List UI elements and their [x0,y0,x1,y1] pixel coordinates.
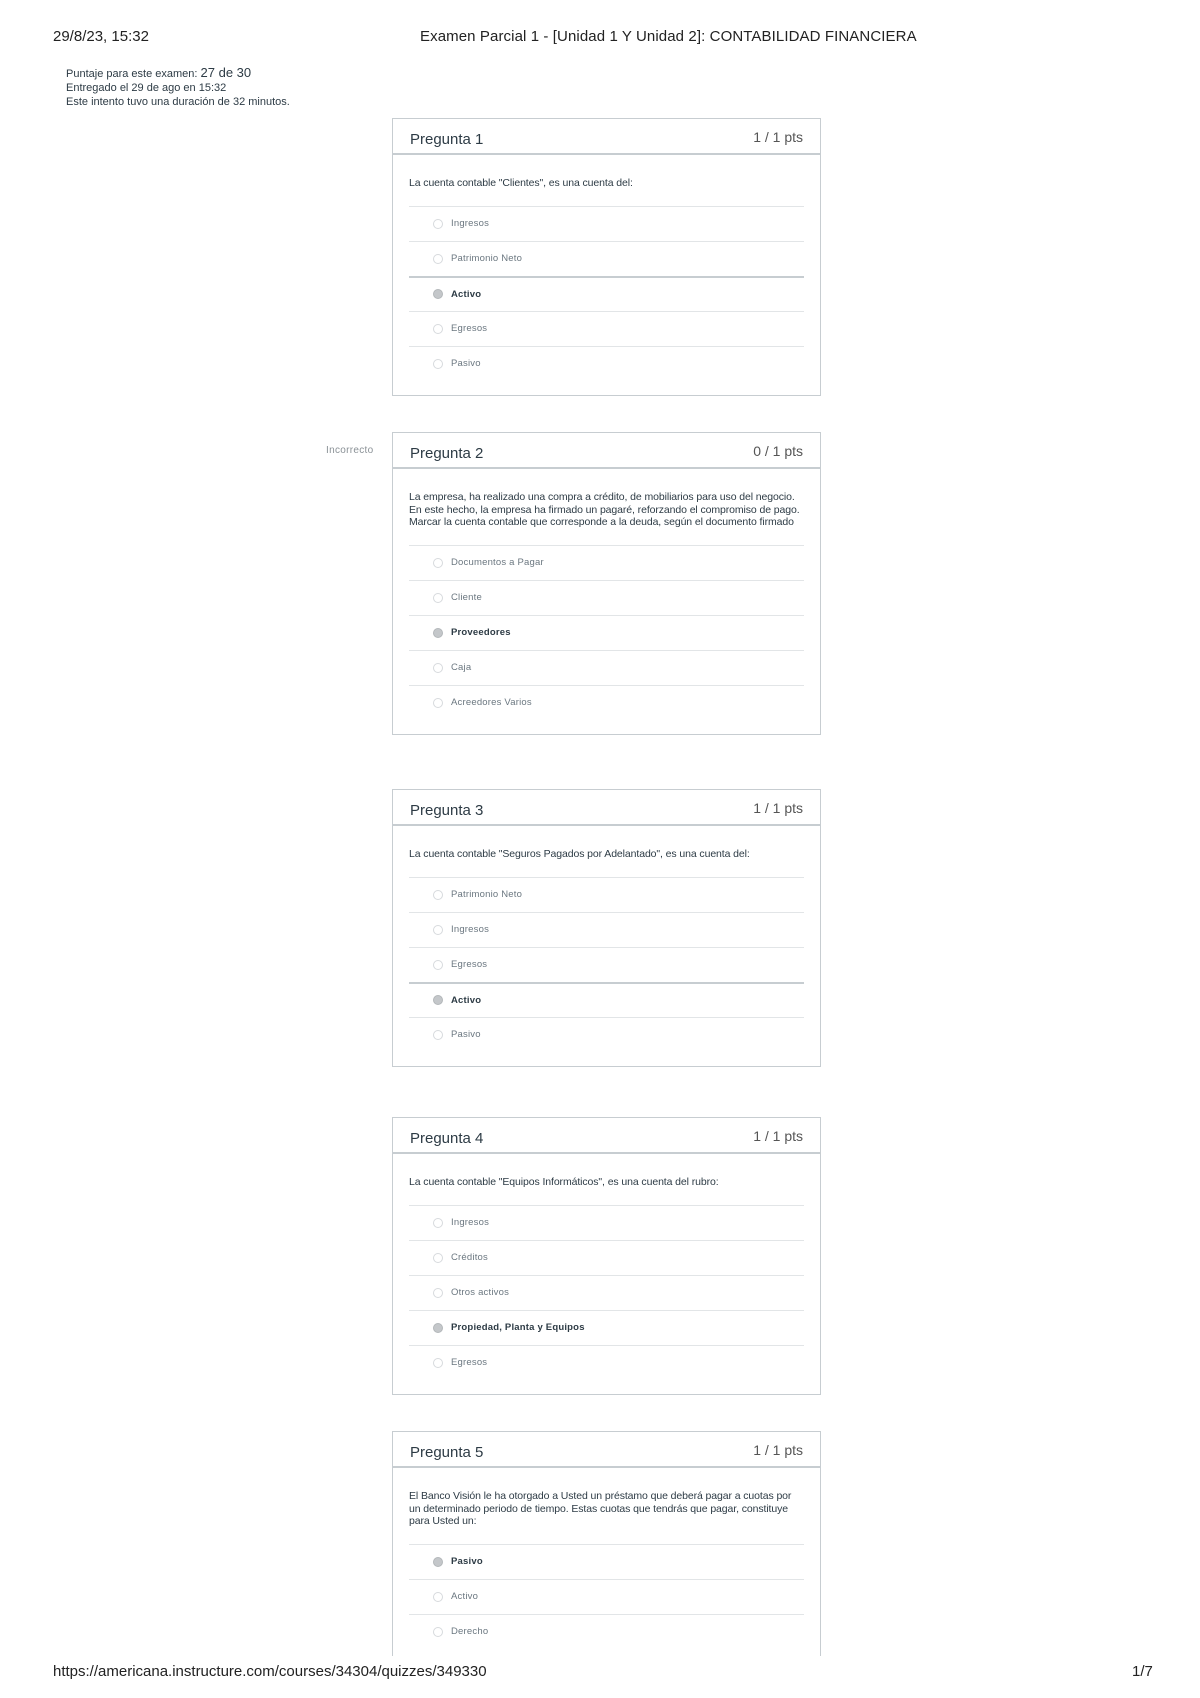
radio-icon[interactable] [433,1358,443,1368]
radio-icon[interactable] [433,359,443,369]
question-text: La cuenta contable "Clientes", es una cuenta del: [409,177,633,189]
question-header [393,1118,820,1154]
radio-icon[interactable] [433,324,443,334]
duration-line: Este intento tuvo una duración de 32 minutos. [66,96,290,108]
answer-label: Cliente [451,592,482,603]
radio-icon[interactable] [433,254,443,264]
answer-label: Activo [451,288,482,300]
answer-option[interactable] [409,1240,804,1275]
answer-label: Otros activos [451,1287,510,1298]
answer-option[interactable] [409,580,804,615]
answer-label: Proveedores [451,627,511,638]
question-4 [392,1117,821,1395]
print-datetime: 29/8/23, 15:32 [53,28,149,45]
question-title: Pregunta 2 [410,445,484,462]
question-points: 0 / 1 pts [753,443,803,459]
answer-label: Egresos [451,959,488,970]
question-points: 1 / 1 pts [753,800,803,816]
answer-option-selected[interactable] [409,1310,804,1345]
answer-option[interactable] [409,1345,804,1380]
answer-option[interactable] [409,1275,804,1310]
radio-icon[interactable] [433,1592,443,1602]
answer-option[interactable] [409,1017,804,1052]
answer-list [409,1205,804,1380]
print-url: https://americana.instructure.com/courses/34304/quizzes/349330 [53,1663,487,1680]
radio-icon[interactable] [433,1218,443,1228]
question-title: Pregunta 1 [410,131,484,148]
radio-selected-icon[interactable] [433,289,443,299]
question-text: El Banco Visión le ha otorgado a Usted un préstamo que deberá pagar a cuotas por un determinado periodo de tiempo. Estas cuotas que tendrás que pagar, constituye para Usted un: [409,1490,792,1527]
answer-label: Pasivo [451,1556,483,1567]
answer-label: Patrimonio Neto [451,253,523,264]
answer-option[interactable] [409,206,804,241]
answer-option[interactable] [409,311,804,346]
answer-option-selected[interactable] [409,276,804,311]
radio-icon[interactable] [433,890,443,900]
answer-label: Propiedad, Planta y Equipos [451,1322,585,1333]
answer-label: Egresos [451,323,488,334]
answer-label: Ingresos [451,218,490,229]
answer-label: Activo [451,994,482,1006]
radio-icon[interactable] [433,663,443,673]
answer-option[interactable] [409,1614,804,1649]
answer-option[interactable] [409,650,804,685]
question-header [393,433,820,469]
question-title: Pregunta 5 [410,1444,484,1461]
question-text: La cuenta contable "Seguros Pagados por Adelantado", es una cuenta del: [409,848,750,860]
answer-list [409,1544,804,1649]
answer-label: Activo [451,1591,479,1602]
answer-option-selected[interactable] [409,615,804,650]
answer-list [409,877,804,1052]
answer-label: Ingresos [451,1217,490,1228]
answer-option[interactable] [409,545,804,580]
question-3 [392,789,821,1067]
incorrect-badge: Incorrecto [326,445,374,456]
answer-option-selected[interactable] [409,982,804,1017]
question-points: 1 / 1 pts [753,1128,803,1144]
radio-icon[interactable] [433,698,443,708]
answer-option[interactable] [409,912,804,947]
radio-icon[interactable] [433,1627,443,1637]
answer-option[interactable] [409,685,804,720]
print-page-title: Examen Parcial 1 - [Unidad 1 Y Unidad 2]: CONTABILIDAD FINANCIERA [420,28,917,45]
question-header [393,119,820,155]
radio-icon[interactable] [433,1288,443,1298]
quiz-summary [66,66,290,109]
question-header [393,790,820,826]
question-title: Pregunta 4 [410,1130,484,1147]
answer-option[interactable] [409,241,804,276]
answer-label: Pasivo [451,1029,481,1040]
question-5 [392,1431,821,1656]
answer-label: Patrimonio Neto [451,889,523,900]
radio-icon[interactable] [433,558,443,568]
answer-option[interactable] [409,346,804,381]
question-text: La cuenta contable "Equipos Informáticos", es una cuenta del rubro: [409,1176,719,1188]
radio-selected-icon[interactable] [433,1557,443,1567]
score-label: Puntaje para este examen: [66,68,201,80]
radio-icon[interactable] [433,925,443,935]
answer-option[interactable] [409,877,804,912]
radio-icon[interactable] [433,1253,443,1263]
answer-label: Acreedores Varios [451,697,532,708]
score-value: 27 de 30 [200,65,252,80]
score-line [66,66,290,81]
answer-list [409,545,804,720]
answer-option[interactable] [409,1205,804,1240]
answer-label: Derecho [451,1626,489,1637]
answer-label: Ingresos [451,924,490,935]
answer-label: Documentos a Pagar [451,557,544,568]
radio-icon[interactable] [433,219,443,229]
answer-label: Créditos [451,1252,488,1263]
answer-label: Pasivo [451,358,481,369]
page-number: 1/7 [1132,1663,1153,1680]
submitted-line: Entregado el 29 de ago en 15:32 [66,82,227,94]
radio-icon[interactable] [433,593,443,603]
answer-label: Egresos [451,1357,488,1368]
question-text: La empresa, ha realizado una compra a crédito, de mobiliarios para uso del negocio. En este hecho, la empresa ha firmado un pagaré, reforzando el compromiso de pago. Marcar la cuenta contable que corresponde a la deuda, según el documento firmado [409,491,800,528]
radio-selected-icon[interactable] [433,1323,443,1333]
answer-option-selected[interactable] [409,1544,804,1579]
answer-option[interactable] [409,947,804,982]
answer-option[interactable] [409,1579,804,1614]
radio-icon[interactable] [433,1030,443,1040]
radio-icon[interactable] [433,960,443,970]
answer-list [409,206,804,381]
answer-label: Caja [451,662,472,673]
print-header [0,28,1200,50]
radio-selected-icon[interactable] [433,995,443,1005]
radio-selected-icon[interactable] [433,628,443,638]
question-2 [392,432,821,735]
question-header [393,1432,820,1468]
question-1 [392,118,821,396]
question-title: Pregunta 3 [410,802,484,819]
question-points: 1 / 1 pts [753,1442,803,1458]
question-points: 1 / 1 pts [753,129,803,145]
